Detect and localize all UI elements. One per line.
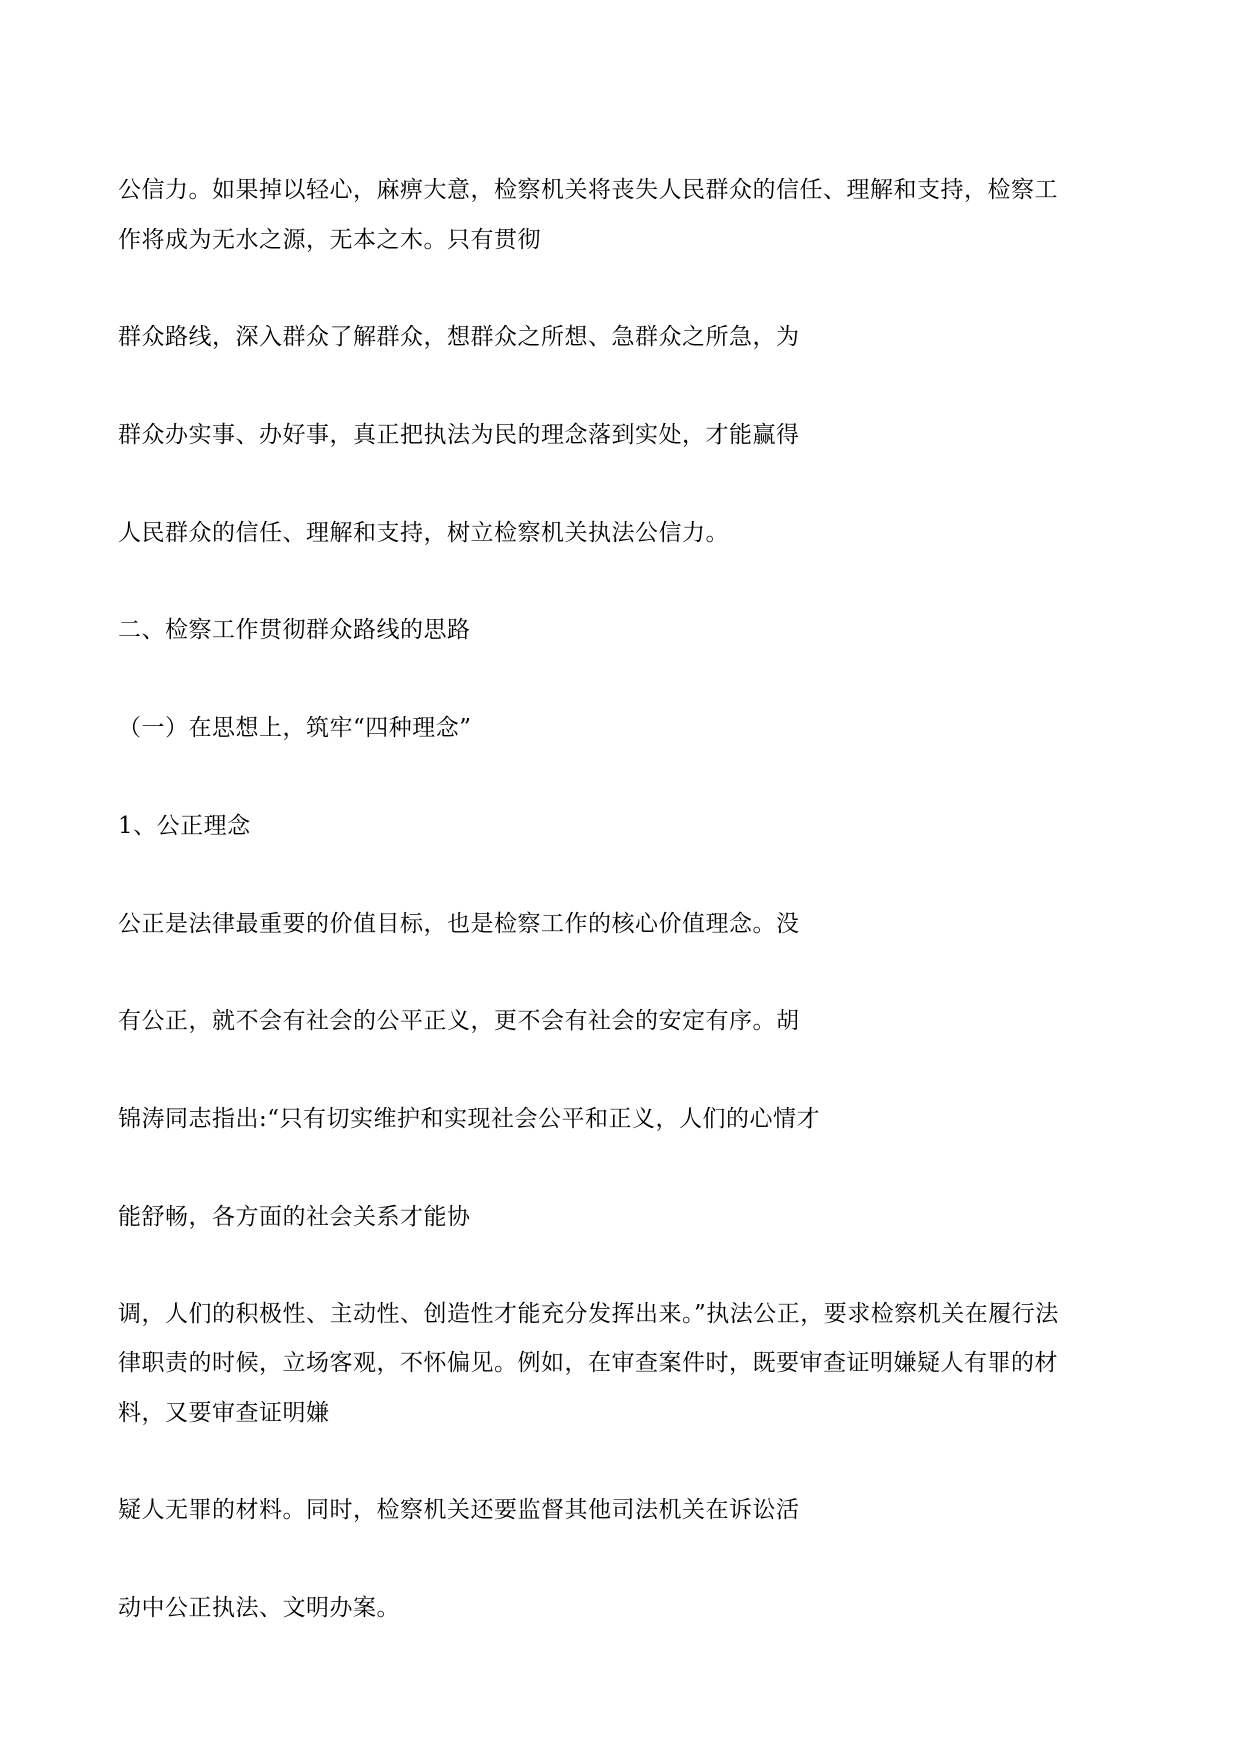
paragraph-line: 有公正，就不会有社会的公平正义，更不会有社会的安定有序。胡 [118,1008,800,1034]
paragraph-line: 群众路线，深入群众了解群众，想群众之所想、急群众之所急，为 [118,324,800,350]
paragraph-line: 动中公正执法、文明办案。 [118,1595,400,1621]
item-heading: 1、公正理念 [118,813,251,839]
paragraph-line: 人民群众的信任、理解和支持，树立检察机关执法公信力。 [118,520,729,546]
paragraph-line: 疑人无罪的材料。同时，检察机关还要监督其他司法机关在诉讼活 [118,1497,800,1523]
section-heading: 二、检察工作贯彻群众路线的思路 [118,617,471,643]
paragraph-line: 群众办实事、办好事，真正把执法为民的理念落到实处，才能赢得 [118,422,800,448]
paragraph-line: 料，又要审查证明嫌 [118,1400,330,1426]
paragraph-line: 律职责的时候，立场客观，不怀偏见。例如，在审查案件时，既要审查证明嫌疑人有罪的材 [118,1350,1058,1376]
paragraph-line: 锦涛同志指出:“只有切实维护和实现社会公平和正义，人们的心情才 [118,1106,821,1132]
subsection-heading: （一）在思想上，筑牢“四种理念” [118,715,472,741]
paragraph-line: 能舒畅，各方面的社会关系才能协 [118,1204,471,1230]
paragraph-line: 公信力。如果掉以轻心，麻痹大意，检察机关将丧失人民群众的信任、理解和支持，检察工 [118,177,1058,203]
paragraph-line: 公正是法律最重要的价值目标，也是检察工作的核心价值理念。没 [118,911,800,937]
paragraph-line: 作将成为无水之源，无本之木。只有贯彻 [118,227,541,253]
paragraph-line: 调，人们的积极性、主动性、创造性才能充分发挥出来。”执法公正，要求检察机关在履行法 [118,1301,1059,1327]
